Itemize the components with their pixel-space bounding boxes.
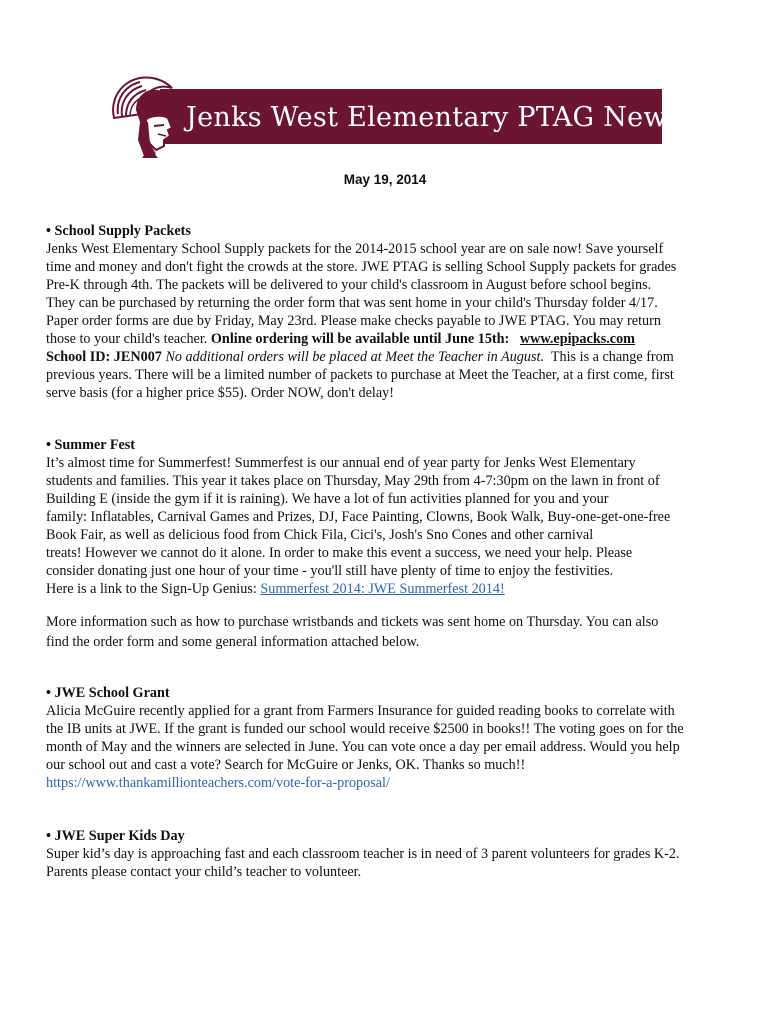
newsletter-title: Jenks West Elementary PTAG News <box>186 102 682 133</box>
paragraph-line: students and families. This year it takes place on Thursday, May 29th from 4-7:30pm on the lawn in front of <box>46 473 660 489</box>
section-heading: • School Supply Packets <box>46 223 191 239</box>
paragraph-line <box>46 580 736 598</box>
text: those to your child's teacher. <box>46 331 211 347</box>
paragraph-line: They can be purchased by returning the order form that was sent home in your child's Thursday folder 4/17. <box>46 295 658 311</box>
paragraph-line: Pre-K through 4th. The packets will be delivered to your child's classroom in August before school begins. <box>46 277 652 293</box>
paragraph-line: month of May and the winners are selected in June. You can vote once a day per email address. Would you help <box>46 739 680 755</box>
section-heading: • Summer Fest <box>46 437 136 453</box>
section-heading: • JWE Super Kids Day <box>46 828 185 844</box>
paragraph-line: serve basis (for a higher price $55). Order NOW, don't delay! <box>46 385 394 401</box>
text: Here is a link to the Sign-Up Genius: <box>46 581 261 597</box>
paragraph-line: find the order form and some general information attached below. <box>46 634 420 650</box>
newsletter-header <box>106 74 682 150</box>
trojan-mascot-logo <box>106 74 184 158</box>
paragraph-line: Parents please contact your child’s teacher to volunteer. <box>46 864 362 880</box>
paragraph-line: time and money and don't fight the crowds at the store. JWE PTAG is selling School Supply packets for grades <box>46 259 677 275</box>
paragraph-line: the IB units at JWE. If the grant is funded our school would receive $2500 in books!! The voting goes on for the <box>46 721 684 737</box>
school-id: School ID: JEN007 <box>46 349 162 365</box>
epipacks-link[interactable]: www.epipacks.com <box>519 331 635 347</box>
paragraph-line: our school out and cast a vote? Search for McGuire or Jenks, OK. Thanks so much!! <box>46 757 526 773</box>
paragraph-line: More information such as how to purchase wristbands and tickets was sent home on Thursday. You can also <box>46 614 659 630</box>
paragraph-line <box>46 348 736 366</box>
paragraph-line: consider donating just one hour of your time - you'll still have plenty of time to enjoy the festivities. <box>46 563 614 579</box>
section-school-supply <box>46 222 736 402</box>
section-heading: • JWE School Grant <box>46 685 170 701</box>
paragraph-line: Paper order forms are due by Friday, May 23rd. Please make checks payable to JWE PTAG. You may return <box>46 313 661 329</box>
paragraph-line: Book Fair, as well as delicious food from Chick Fila, Cici's, Josh's Sno Cones and other carnival <box>46 527 594 543</box>
signup-genius-link[interactable]: Summerfest 2014: JWE Summerfest 2014! <box>260 581 505 597</box>
section-school-grant <box>46 684 736 792</box>
paragraph-line: Building E (inside the gym if it is raining). We have a lot of fun activities planned for you and your <box>46 491 609 507</box>
paragraph-line: Super kid’s day is approaching fast and each classroom teacher is in need of 3 parent volunteers for grades K-2. <box>46 846 680 862</box>
paragraph-line: It’s almost time for Summerfest! Summerfest is our annual end of year party for Jenks West Elementary <box>46 455 636 471</box>
section-super-kids-day <box>46 827 736 881</box>
paragraph-line: Jenks West Elementary School Supply packets for the 2014-2015 school year are on sale now! Save yourself <box>46 241 664 257</box>
vote-proposal-link[interactable]: https://www.thankamillionteachers.com/vote-for-a-proposal/ <box>46 775 390 791</box>
paragraph-line: Alicia McGuire recently applied for a grant from Farmers Insurance for guided reading books to correlate with <box>46 703 675 719</box>
online-ordering-text: Online ordering will be available until June 15th: <box>210 331 510 347</box>
italic-note: No additional orders will be placed at Meet the Teacher in August. <box>165 349 545 365</box>
paragraph-line: previous years. There will be a limited number of packets to purchase at Meet the Teacher, at a first come, first <box>46 367 674 383</box>
summer-fest-more-info <box>46 612 736 652</box>
paragraph-line <box>46 330 736 348</box>
section-summer-fest <box>46 436 736 598</box>
text: This is a change from <box>550 349 674 365</box>
newsletter-date: May 19, 2014 <box>343 172 427 187</box>
paragraph-line: treats! However we cannot do it alone. In order to make this event a success, we need your help. Please <box>46 545 633 561</box>
paragraph-line: family: Inflatables, Carnival Games and Prizes, DJ, Face Painting, Clowns, Book Walk, Buy-one-get-one-free <box>46 509 671 525</box>
